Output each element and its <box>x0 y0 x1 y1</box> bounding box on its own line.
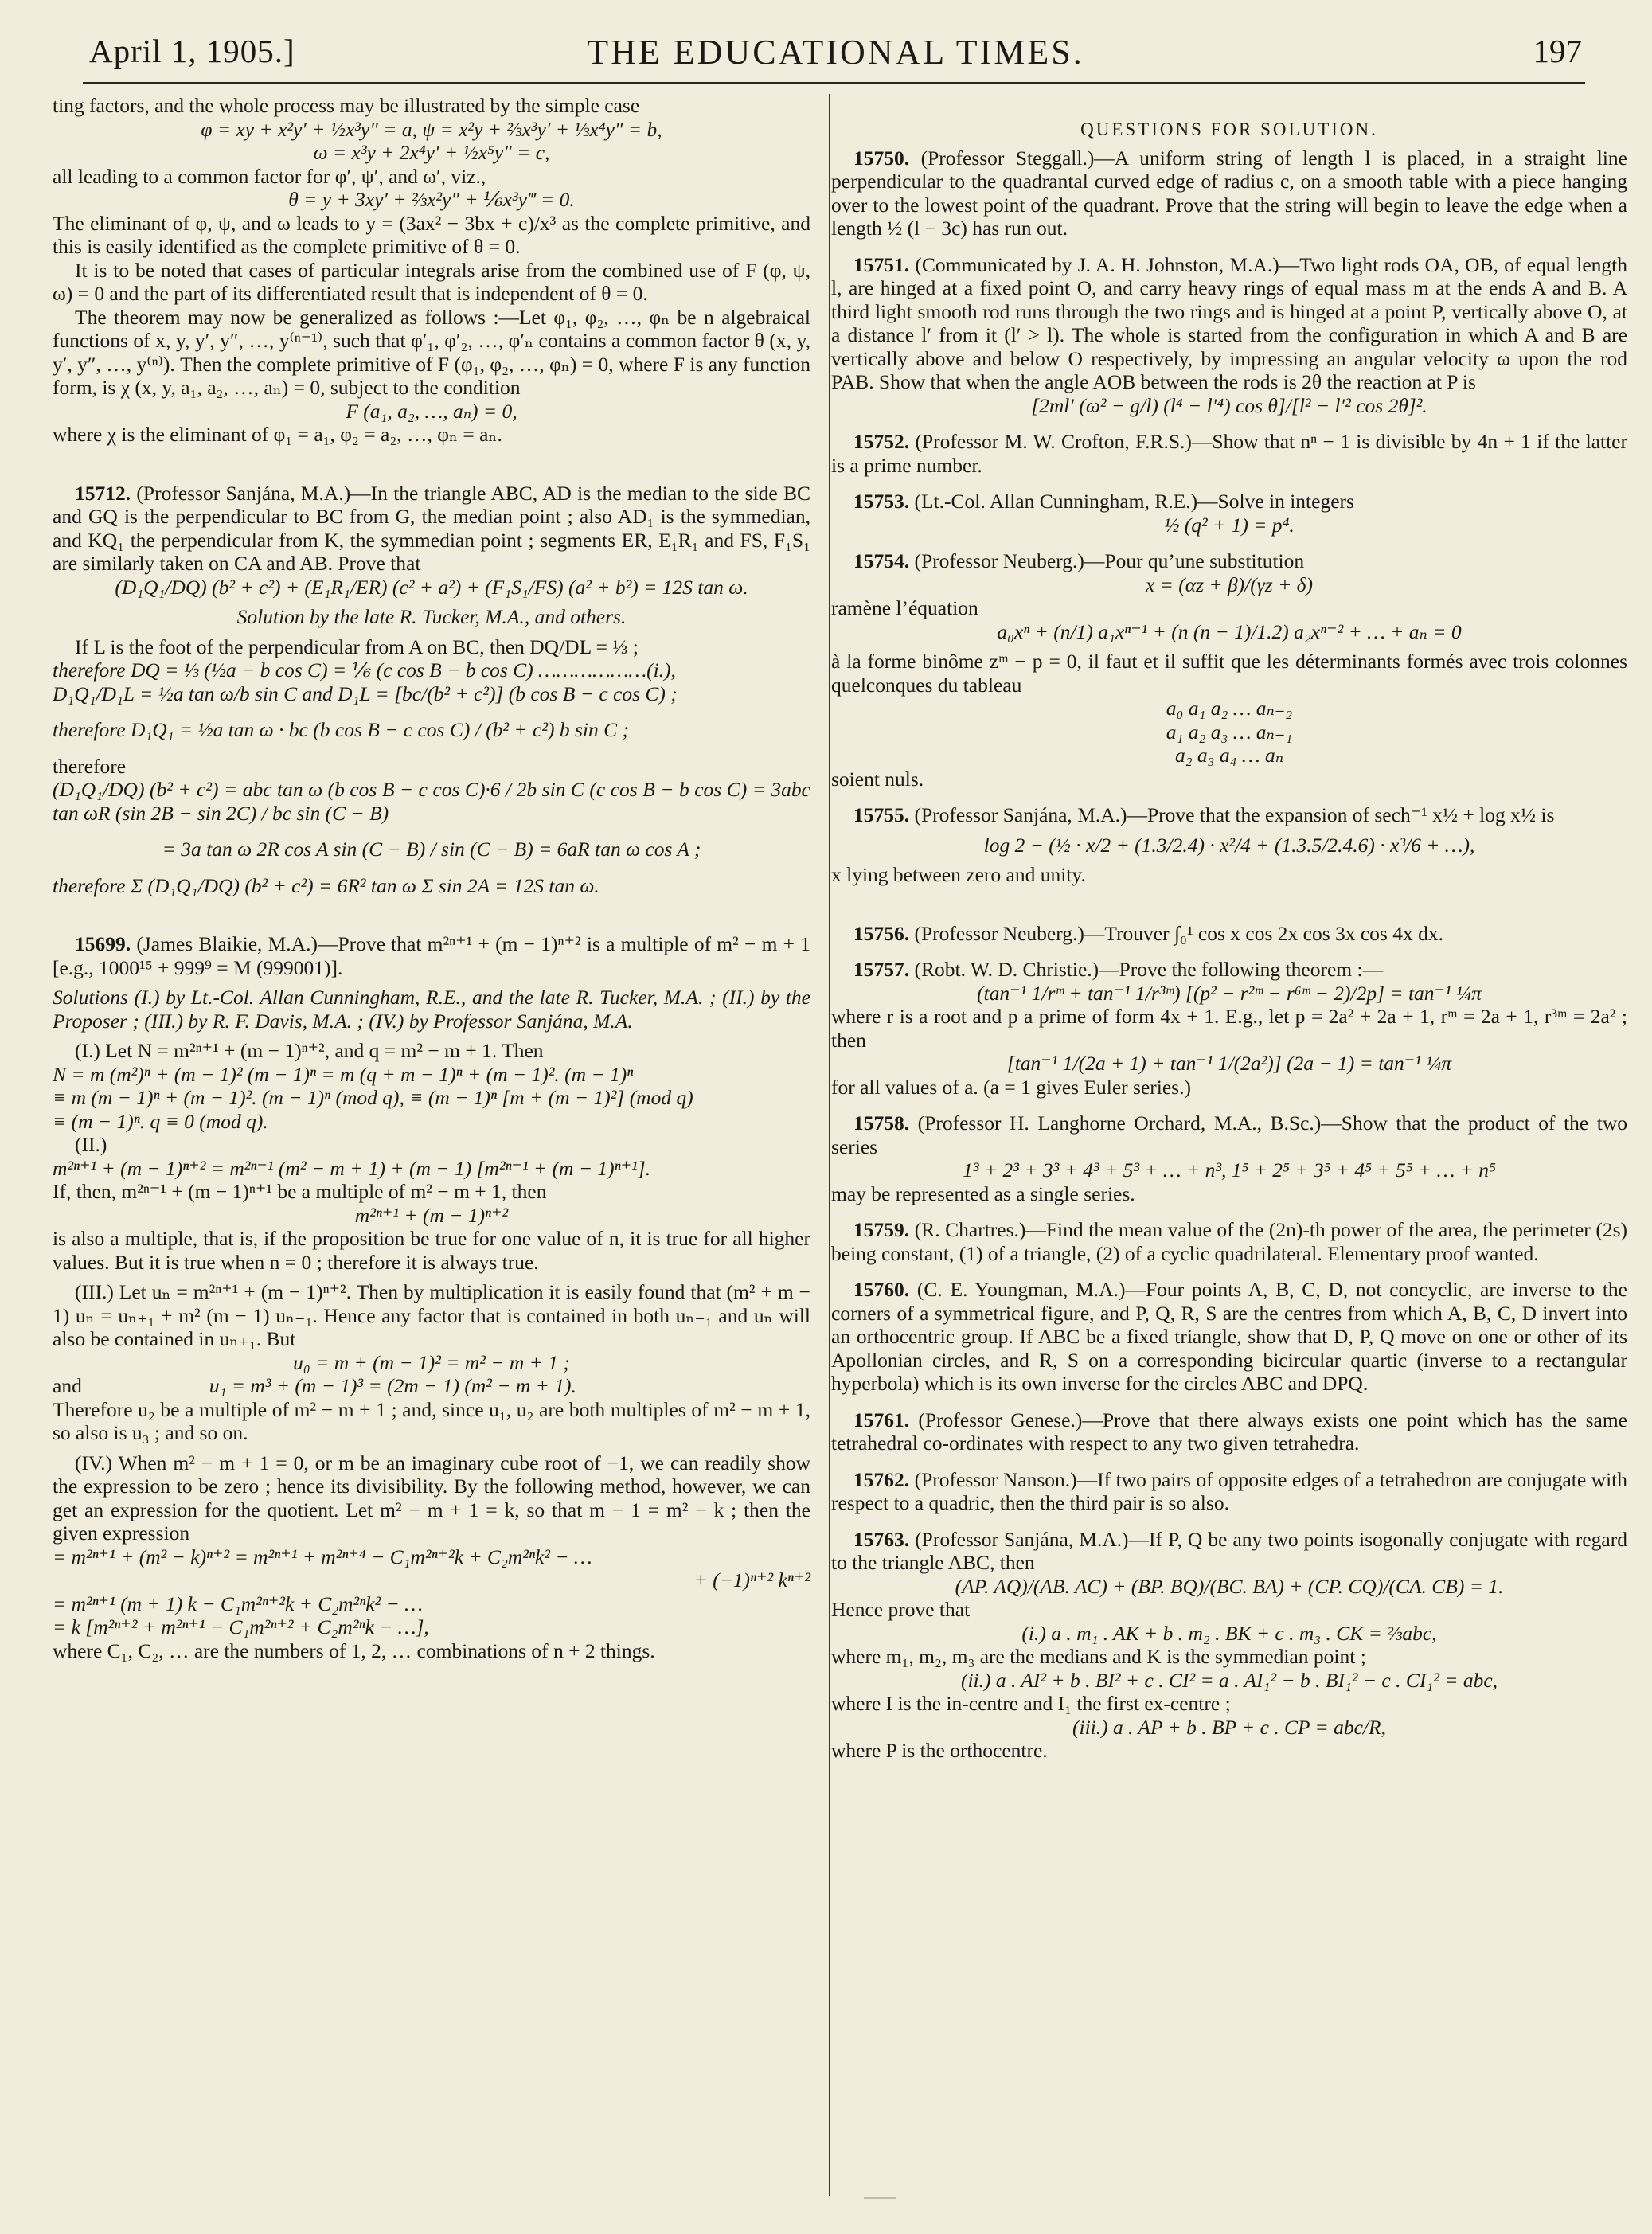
question-15759 <box>831 1218 1627 1265</box>
question-text: (Robt. W. D. Christie.)—Prove the following theorem :— <box>914 958 1384 981</box>
equation: = k [m²ⁿ⁺² + m²ⁿ⁺¹ − C₁m²ⁿ⁺² + C₂m²ⁿk − …], <box>53 1615 429 1638</box>
left-column <box>53 94 810 1662</box>
paragraph: for all values of a. (a = 1 gives Euler series.) <box>831 1075 1191 1099</box>
equation: therefore DQ = ⅓ (½a − b cos C) = ⅙ (c cos B − b cos C) ………………(i.), <box>53 658 676 682</box>
question-15762 <box>831 1468 1627 1515</box>
paragraph: (II.) <box>75 1133 107 1156</box>
question-number: 15756. <box>853 921 910 945</box>
page-mark <box>864 2197 896 2199</box>
column-divider <box>829 94 830 2196</box>
equation: therefore D₁Q₁ = ½a tan ω · bc (b cos B − c cos C) / (b² + c²) b sin C ; <box>53 718 629 741</box>
paragraph: where I is the in-centre and I₁ the first ex-centre ; <box>831 1692 1231 1715</box>
question-text: (Professor Sanjána, M.A.)—In the triangle ABC, AD is the median to the side BC and GQ is the perpendicular to BC from G, the median point ; also AD₁ is the symmedian, and KQ₁ the perpendicular from K, the symmedian point ; segments ER, E₁R₁ and FS, F₁S₁ are similarly taken on CA and AB. Prove that <box>53 481 811 575</box>
equation: [2ml′ (ω² − g/l) (l⁴ − l′⁴) cos θ]/[l² − l′² cos 2θ]². <box>1031 393 1427 417</box>
label: and <box>53 1374 82 1397</box>
section-title: QUESTIONS FOR SOLUTION. <box>1080 119 1378 139</box>
table-row: a₁ a₂ a₃ … aₙ₋₁ <box>1166 720 1293 744</box>
paragraph: where r is a root and p a prime of form 4x + 1. E.g., let p = 2a² + 2a + 1, rᵐ = 2a + 1, r³ᵐ = 2a² ; then <box>831 1005 1627 1052</box>
question-number: 15750. <box>853 146 910 170</box>
question-text: (Communicated by J. A. H. Johnston, M.A.)—Two light rods OA, OB, of equal length l, are hinged at a fixed point O, and carry heavy rings of equal mass m at the ends A and B. A third light smooth rod runs through the two rings and is hinged at a point P, vertically above O, at a distance l′ from it (l′ > l). The whole is started from the configuration in which A and B are vertically above and below O respectively, by impressing an angular velocity ω upon the rod PAB. Show that when the angle AOB between the rods is 2θ the reaction at P is <box>831 252 1627 393</box>
question-number: 15759. <box>853 1218 910 1241</box>
equation: [tan⁻¹ 1/(2a + 1) + tan⁻¹ 1/(2a²)] (2a − 1) = tan⁻¹ ¼π <box>1006 1052 1452 1075</box>
equation: u₁ = m³ + (m − 1)³ = (2m − 1) (m² − m + 1). <box>209 1374 576 1397</box>
question-15753 <box>831 490 1627 514</box>
question-number: 15757. <box>853 958 910 981</box>
question-number: 15754. <box>853 549 910 572</box>
paragraph: all leading to a common factor for φ′, ψ′, and ω′, viz., <box>53 164 486 188</box>
question-15752 <box>831 430 1627 477</box>
equation: = 3a tan ω 2R cos A sin (C − B) / sin (C − B) = 6aR tan ω cos A ; <box>162 838 701 861</box>
question-15755 <box>831 803 1627 827</box>
question-number: 15753. <box>853 490 910 513</box>
equation: D₁Q₁/D₁L = ½a tan ω/b sin C and D₁L = [bc/(b² + c²)] (b cos B − c cos C) ; <box>53 682 678 705</box>
question-text: (Lt.-Col. Allan Cunningham, R.E.)—Solve in integers <box>914 490 1354 513</box>
equation: ≡ m (m − 1)ⁿ + (m − 1)². (m − 1)ⁿ (mod q), ≡ (m − 1)ⁿ [m + (m − 1)²] (mod q) <box>53 1086 693 1109</box>
paragraph: (IV.) When m² − m + 1 = 0, or m be an imaginary cube root of −1, we can readily show the expression to be zero ; hence its divisibility. By the following method, however, we can get an expression for the quotient. Let m² − m + 1 = k, so that m − 1 = m² − k ; then the given expression <box>53 1451 810 1545</box>
equation: N = m (m²)ⁿ + (m − 1)² (m − 1)ⁿ = m (q + m − 1)ⁿ + (m − 1)². (m − 1)ⁿ <box>53 1062 634 1086</box>
page-header <box>89 32 1582 80</box>
equation: (D₁Q₁/DQ) (b² + c²) + (E₁R₁/ER) (c² + a²) + (F₁S₁/FS) (a² + b²) = 12S tan ω. <box>115 575 748 599</box>
equation: u₀ = m + (m − 1)² = m² − m + 1 ; <box>293 1350 570 1374</box>
question-text: (Professor Genese.)—Prove that there always exists one point which has the same tetrahedral co-ordinates with respect to any two given tetrahedra. <box>831 1408 1628 1455</box>
equation: log 2 − (½ · x/2 + (1.3/2.4) · x²/4 + (1.3.5/2.4.6) · x³/6 + …), <box>983 833 1475 857</box>
paragraph: where C₁, C₂, … are the numbers of 1, 2, … combinations of n + 2 things. <box>53 1638 655 1662</box>
paragraph: where m₁, m₂, m₃ are the medians and K is the symmedian point ; <box>831 1645 1366 1668</box>
equation: (iii.) a . AP + b . BP + c . CP = abc/R, <box>1072 1715 1386 1739</box>
question-text: (Professor Nanson.)—If two pairs of opposite edges of a tetrahedron are conjugate with respect to a quadric, then the third pair is so also. <box>831 1467 1628 1514</box>
paragraph: (III.) Let uₙ = m²ⁿ⁺¹ + (m − 1)ⁿ⁺². Then by multiplication it is easily found that (m² + m − 1) uₙ = uₙ₊₁ + m² (m − 1) uₙ₋₁. Hence any factor that is contained in both uₙ₋₁ and uₙ will also be contained in uₙ₊₁. But <box>53 1280 810 1350</box>
paragraph: If L is the foot of the perpendicular from A on BC, then DQ/DL = ⅓ ; <box>75 635 639 658</box>
question-text: (Professor Sanjána, M.A.)—Prove that the expansion of sech⁻¹ x½ + log x½ is <box>914 803 1555 826</box>
paragraph: à la forme binôme zᵐ − p = 0, il faut et il suffit que les déterminants formés avec trois colonnes quelconques du tableau <box>831 650 1627 697</box>
intro-line: ting factors, and the whole process may be illustrated by the simple case <box>53 94 640 117</box>
paragraph: The eliminant of φ, ψ, and ω leads to y = (3ax² − 3bx + c)/x³ as the complete primitive, and this is easily identified as the complete primitive of θ = 0. <box>53 211 810 258</box>
solutions-credit: Solutions (I.) by Lt.-Col. Allan Cunningham, R.E., and the late R. Tucker, M.A. ; (II.) by the Proposer ; (III.) by R. F. Davis, M.A. ; (IV.) by Professor Sanjána, M.A. <box>53 986 810 1033</box>
header-rule <box>83 82 1585 84</box>
question-text: (C. E. Youngman, M.A.)—Four points A, B, C, D, not concyclic, are inverse to the corners of a symmetrical figure, and P, Q, R, S are the centres from which A, B, C, D invert into an orthocentric group. If ABC be a fixed triangle, show that D, P, Q move on one or other of its Apollonian circles, and R, S on a corresponding bicircular quartic (inverse to a rectangular hyperbola) which is its own inverse for the circles ABC and DPQ. <box>831 1278 1627 1395</box>
question-number: 15699. <box>75 932 131 955</box>
question-15763 <box>831 1528 1627 1575</box>
equation: φ = xy + x²y′ + ½x³y″ = a, ψ = x²y + ⅔x³y′ + ⅓x⁴y″ = b, <box>201 117 662 141</box>
question-number: 15762. <box>853 1467 910 1491</box>
question-number: 15760. <box>853 1278 910 1301</box>
paragraph: If, then, m²ⁿ⁻¹ + (m − 1)ⁿ⁺¹ be a multiple of m² − m + 1, then <box>53 1180 547 1203</box>
question-15756 <box>831 922 1627 946</box>
table-row: a₀ a₁ a₂ … aₙ₋₂ <box>1166 697 1293 720</box>
question-number: 15755. <box>853 803 910 826</box>
equation: θ = y + 3xy′ + ⅔x²y″ + ⅙x³y‴ = 0. <box>288 188 575 211</box>
question-number: 15712. <box>75 481 131 505</box>
equation: m²ⁿ⁺¹ + (m − 1)ⁿ⁺² = m²ⁿ⁻¹ (m² − m + 1) + (m − 1) [m²ⁿ⁻¹ + (m − 1)ⁿ⁺¹]. <box>53 1156 651 1180</box>
paragraph: Hence prove that <box>831 1598 971 1621</box>
question-number: 15751. <box>853 252 910 276</box>
question-text: (Professor Sanjána, M.A.)—If P, Q be any two points isogonally conjugate with regard to the triangle ABC, then <box>831 1527 1627 1574</box>
question-number: 15761. <box>853 1408 910 1431</box>
equation: (D₁Q₁/DQ) (b² + c²) = abc tan ω (b cos B − c cos C)·6 / 2b sin C (c cos B − b cos C) = 3abc tan ωR (sin 2B − sin 2C) / bc sin (C − B) <box>53 778 810 825</box>
question-15757 <box>831 958 1627 982</box>
question-15712 <box>53 482 810 576</box>
question-15761 <box>831 1408 1627 1455</box>
question-text: (Professor M. W. Crofton, F.R.S.)—Show that nⁿ − 1 is divisible by 4n + 1 if the latter is a prime number. <box>831 430 1627 477</box>
equation: a₀xⁿ + (n/1) a₁xⁿ⁻¹ + (n (n − 1)/1.2) a₂xⁿ⁻² + … + aₙ = 0 <box>997 619 1462 643</box>
page-number: 197 <box>1533 33 1582 69</box>
paragraph: Therefore u₂ be a multiple of m² − m + 1 ; and, since u₁, u₂ are both multiples of m² − m + 1, so also is u₃ ; and so on. <box>53 1397 810 1444</box>
equation: ≡ (m − 1)ⁿ. q ≡ 0 (mod q). <box>53 1109 268 1133</box>
paragraph: (I.) Let N = m²ⁿ⁺¹ + (m − 1)ⁿ⁺², and q = m² − m + 1. Then <box>75 1039 544 1062</box>
equation: ω = x³y + 2x⁴y′ + ½x⁵y″ = c, <box>313 141 550 164</box>
paragraph <box>53 1374 810 1398</box>
equation: = m²ⁿ⁺¹ (m + 1) k − C₁m²ⁿ⁺²k + C₂m²ⁿk² − … <box>53 1592 423 1615</box>
paragraph: ramène l’équation <box>831 596 978 619</box>
question-15754 <box>831 549 1627 573</box>
question-15699 <box>53 932 810 979</box>
question-number: 15752. <box>853 430 910 453</box>
equation: ½ (q² + 1) = p⁴. <box>1164 513 1295 537</box>
paragraph: It is to be noted that cases of particular integrals arise from the combined use of F (φ, ψ, ω) = 0 and the part of its differentiated result that is independent of θ = 0. <box>53 258 810 305</box>
equation: F (a₁, a₂, …, aₙ) = 0, <box>346 399 517 423</box>
equation: (AP. AQ)/(AB. AC) + (BP. BQ)/(BC. BA) + (CP. CQ)/(CA. CB) = 1. <box>955 1574 1504 1598</box>
question-text: (R. Chartres.)—Find the mean value of the (2n)-th power of the area, the perimeter (2s) being constant, (1) of a triangle, (2) of a cyclic quadrilateral. Elementary proof wanted. <box>831 1218 1628 1265</box>
question-text: (James Blaikie, M.A.)—Prove that m²ⁿ⁺¹ + (m − 1)ⁿ⁺² is a multiple of m² − m + 1 [e.g., 1000¹⁵ + 999⁹ = M (999001)]. <box>53 932 810 979</box>
paragraph: The theorem may now be generalized as follows :—Let φ₁, φ₂, …, φₙ be n algebraical functions of x, y, y′, y″, …, y⁽ⁿ⁻¹⁾, such that φ′₁, φ′₂, …, φ′ₙ contains a common factor θ (x, y, y′, y″, …, y⁽ⁿ⁾). Then the complete primitive of F (φ₁, φ₂, …, φₙ) = 0, where F is any function form, is χ (x, y, a₁, a₂, …, aₙ) = 0, subject to the condition <box>53 305 810 399</box>
equation: (ii.) a . AI² + b . BI² + c . CI² = a . AI₁² − b . BI₁² − c . CI₁² = abc, <box>960 1668 1498 1692</box>
question-text: (Professor Neuberg.)—Trouver ∫₀¹ cos x cos 2x cos 3x cos 4x dx. <box>914 921 1443 945</box>
paragraph: may be represented as a single series. <box>831 1181 1135 1205</box>
equation: therefore Σ (D₁Q₁/DQ) (b² + c²) = 6R² tan ω Σ sin 2A = 12S tan ω. <box>53 873 599 897</box>
equation: + (−1)ⁿ⁺² kⁿ⁺² <box>693 1568 810 1592</box>
equation: (i.) a . m₁ . AK + b . m₂ . BK + c . m₃ . CK = ⅔abc, <box>1021 1621 1437 1645</box>
question-text: (Professor Steggall.)—A uniform string of length l is placed, in a straight line perpendicular to the quadrantal curved edge of radius c, on a smooth table with a piece hanging over to the lowest point of the quadrant. Prove that the string will begin to leave the edge when a length ½ (l − 3c) has run out. <box>831 146 1627 240</box>
table-row: a₂ a₃ a₄ … aₙ <box>1174 744 1284 767</box>
journal-title: THE EDUCATIONAL TIMES. <box>587 33 1084 72</box>
equation: (tan⁻¹ 1/rᵐ + tan⁻¹ 1/r³ᵐ) [(p² − r²ᵐ − r⁶ᵐ − 2)/2p] = tan⁻¹ ¼π <box>977 981 1482 1005</box>
equation: = m²ⁿ⁺¹ + (m² − k)ⁿ⁺² = m²ⁿ⁺¹ + m²ⁿ⁺⁴ − C₁m²ⁿ⁺²k + C₂m²ⁿk² − … <box>53 1545 592 1568</box>
solution-heading: Solution by the late R. Tucker, M.A., and others. <box>236 605 627 628</box>
question-15758 <box>831 1111 1627 1158</box>
paragraph: where χ is the eliminant of φ₁ = a₁, φ₂ = a₂, …, φₙ = aₙ. <box>53 423 502 446</box>
equation: x = (αz + β)/(γz + δ) <box>1145 572 1314 596</box>
issue-date: April 1, 1905.] <box>89 33 295 69</box>
question-15760 <box>831 1278 1627 1396</box>
paragraph: where P is the orthocentre. <box>831 1739 1048 1762</box>
question-number: 15763. <box>853 1527 910 1551</box>
paragraph: is also a multiple, that is, if the proposition be true for one value of n, it is true for all higher values. But it is true when n = 0 ; therefore it is always true. <box>53 1227 810 1274</box>
question-text: (Professor H. Langhorne Orchard, M.A., B.Sc.)—Show that the product of the two series <box>831 1111 1628 1158</box>
equation: 1³ + 2³ + 3³ + 4³ + 5³ + … + n³, 1⁵ + 2⁵ + 3⁵ + 4⁵ + 5⁵ + … + n⁵ <box>963 1158 1496 1181</box>
question-15751 <box>831 253 1627 394</box>
question-text: (Professor Neuberg.)—Pour qu’une substitution <box>914 549 1305 572</box>
paragraph: x lying between zero and unity. <box>831 863 1086 886</box>
paragraph: soient nuls. <box>831 767 924 791</box>
question-number: 15758. <box>853 1111 910 1135</box>
question-15750 <box>831 146 1627 240</box>
equation: m²ⁿ⁺¹ + (m − 1)ⁿ⁺² <box>354 1203 509 1227</box>
right-column <box>831 94 1627 1763</box>
paragraph: therefore <box>53 754 127 778</box>
